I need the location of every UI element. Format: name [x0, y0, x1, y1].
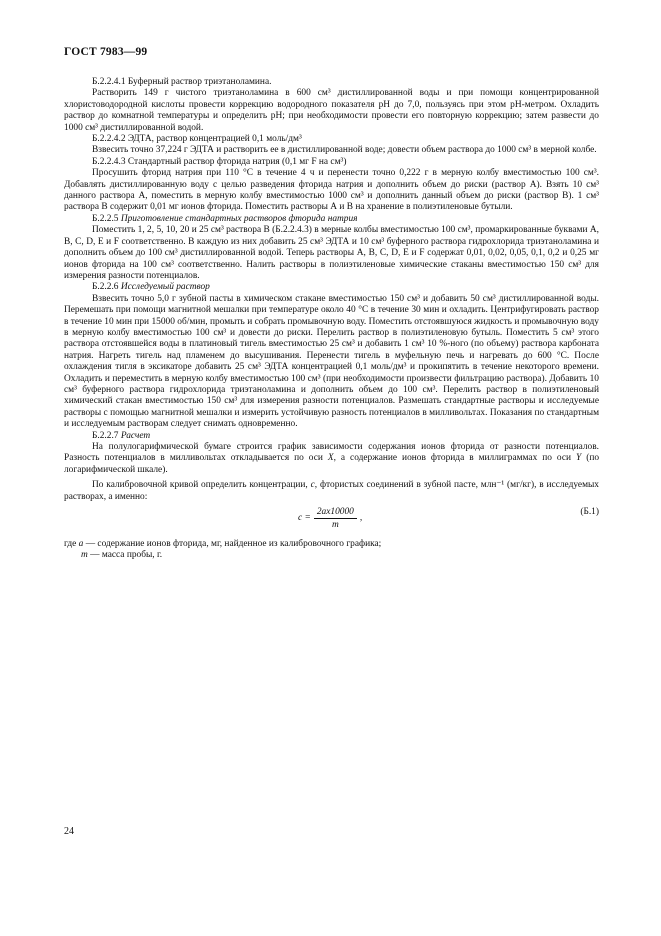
section-b2225-heading [64, 214, 599, 225]
paragraph: Взвесить точно 5,0 г зубной пасты в химическом стакане вместимостью 150 см³ и добавить 50 см³ дистиллированной воды. Перемешать при помощи магнитной мешалки при температуре около 40 °С в течение 30 мин и охладить. Центрифугировать раствор в течение 10 мин при 15000 об/мин, промыть и собрать промывочную воду. Поместить отстоявшуюся жидкость и промывочную воду в мерную колбу вместимостью 100 см³ и довести до риски. Перелить раствор в полиэтиленовую бутыль. Поместить 5 см³ этого раствора отстоявшейся воды в платиновый тигель вместимостью 25 см³ и добавить 1 см³ 10 %-ного (по объему) раствора карбоната натрия. Нагреть тигель над пламенем до высушивания. Перенести тигель в муфельную печь и нагревать до 600 °С. После охлаждения тигля в эксикаторе добавить 25 см³ ЭДТА концентрацией 0,1 моль/дм³ и прокипятить в течение некоторого времени. Охладить и переместить в мерную колбу вместимостью 100 см³ (при необходимости произвести фильтрацию раствора). Добавить 10 см³ буферного раствора гидрохлорида триэтаноламина и дополнить объем до 100 см³. Перелить раствор в полиэтиленовый химический стакан вместимостью 150 см³ для измерения разности потенциалов. Размешать стандартные растворы и исследуемые растворы с помощью магнитной мешалки и измерить устойчивую разность потенциалов в милливольтах. Показания по стандартным и исследуемым растворам следует снимать одновременно. [64, 293, 599, 430]
formula-label: (Б.1) [580, 507, 599, 518]
variable-c: с [310, 480, 315, 491]
where-clause-a: где а — содержание ионов фторида, мг, найденное из калибровочного графика; [64, 539, 382, 550]
paragraph: Поместить 1, 2, 5, 10, 20 и 25 см³ раствора В (Б.2.2.4.3) в мерные колбы вместимостью 100 см³, промаркированные буквами А, В, С, D, Е и F соответственно. В каждую из них добавить 25 см³ ЭДТА и 10 см³ буферного раствора гидрохлорида триэтаноламина и дополнить объем до 100 см³ дистиллированной водой. Теперь растворы А, В, С, D, Е и F содержат 0,01, 0,02, 0,05, 0,1, 0,2 и 0,25 мг ионов фторида на 100 см³ соответственно. Налить растворы в полиэтиленовые химические стаканы вместимостью 150 см³ для измерения разности потенциалов. [64, 225, 599, 281]
section-b22241-heading: Б.2.2.4.1 Буферный раствор триэтаноламина. [92, 77, 272, 87]
formula-denominator: m [331, 520, 339, 531]
section-b2227-heading [64, 431, 599, 442]
variable-a: а [78, 539, 84, 550]
section-b22242-heading: Б.2.2.4.2 ЭДТА, раствор концентрацией 0,1 моль/дм³ [92, 134, 302, 145]
paragraph: Просушить фторид натрия при 110 °С в течение 4 ч и перенести точно 0,222 г в мерную колбу вместимостью 100 см³. Добавлять дистиллированную воду с целью разведения фторида натрия и дополнить объем до риски (раствор А). Взять 10 см³ данного раствора А, поместить в мерную колбу вместимостью 1000 см³ и дополнить данный объем до риски (раствор В). 1 см³ раствора В содержит 0,01 мг ионов фторида. Поместить растворы А и В на хранение в полиэтиленовые бутыли. [64, 168, 599, 213]
section-title: Приготовление стандартных растворов фторида натрия [120, 213, 358, 224]
section-number: Б.2.2.6 [92, 282, 119, 293]
paragraph: Взвесить точно 37,224 г ЭДТА и растворить ее в дистиллированной воде; довести объем раствора до 1000 см³ в мерной колбе. [92, 145, 597, 156]
section-title: Исследуемый раствор [120, 282, 210, 293]
formula-lhs: c = [298, 513, 311, 524]
axis-y-variable: Y [576, 453, 582, 464]
section-title: Расчет [120, 430, 151, 441]
section-b2226-heading [64, 282, 599, 293]
axis-x-variable: X [327, 453, 334, 464]
variable-m: m [81, 550, 88, 561]
document-header: ГОСТ 7983—99 [64, 46, 148, 58]
paragraph: На полулогарифмической бумаге строится график зависимости содержания ионов фторида от разности потенциалов. Разность потенциалов в милливольтах откладывается по оси X, а содержание ионов фторида в миллиграммах по оси Y (по логарифмической шкале). [64, 442, 600, 475]
section-number: Б.2.2.7 [92, 430, 119, 441]
section-b22243-heading: Б.2.2.4.3 Стандартный раствор фторида натрия (0,1 мг F на см³) [92, 156, 347, 167]
formula-fraction [314, 507, 357, 531]
formula-b1 [64, 505, 599, 535]
formula-numerator: 2ax10000 [314, 507, 357, 519]
formula-tail: , [359, 513, 363, 524]
section-number: Б.2.2.5 [92, 213, 119, 224]
formula-expression [298, 507, 362, 531]
paragraph: Растворить 149 г чистого триэтаноламина в 600 см³ дистиллированной воды и при помощи концентрированной хлористоводородной кислоты провести коррекцию водородного показателя pH до 7,0, пользуясь при этом pH-метром. Охладить раствор до комнатной температуры и определить pH; при необходимости провести его повторную коррекцию; затем развести до 1000 см³ дистиллированной водой. [64, 88, 599, 133]
where-clause-m: m — масса пробы, г. [81, 550, 163, 561]
page-number: 24 [64, 826, 74, 837]
paragraph: По калибровочной кривой определить концентрации, с, фтористых соединений в зубной пасте, млн⁻¹ (мг/кг), в исследуемых растворах, а именно: [64, 480, 599, 502]
document-body [64, 77, 599, 562]
